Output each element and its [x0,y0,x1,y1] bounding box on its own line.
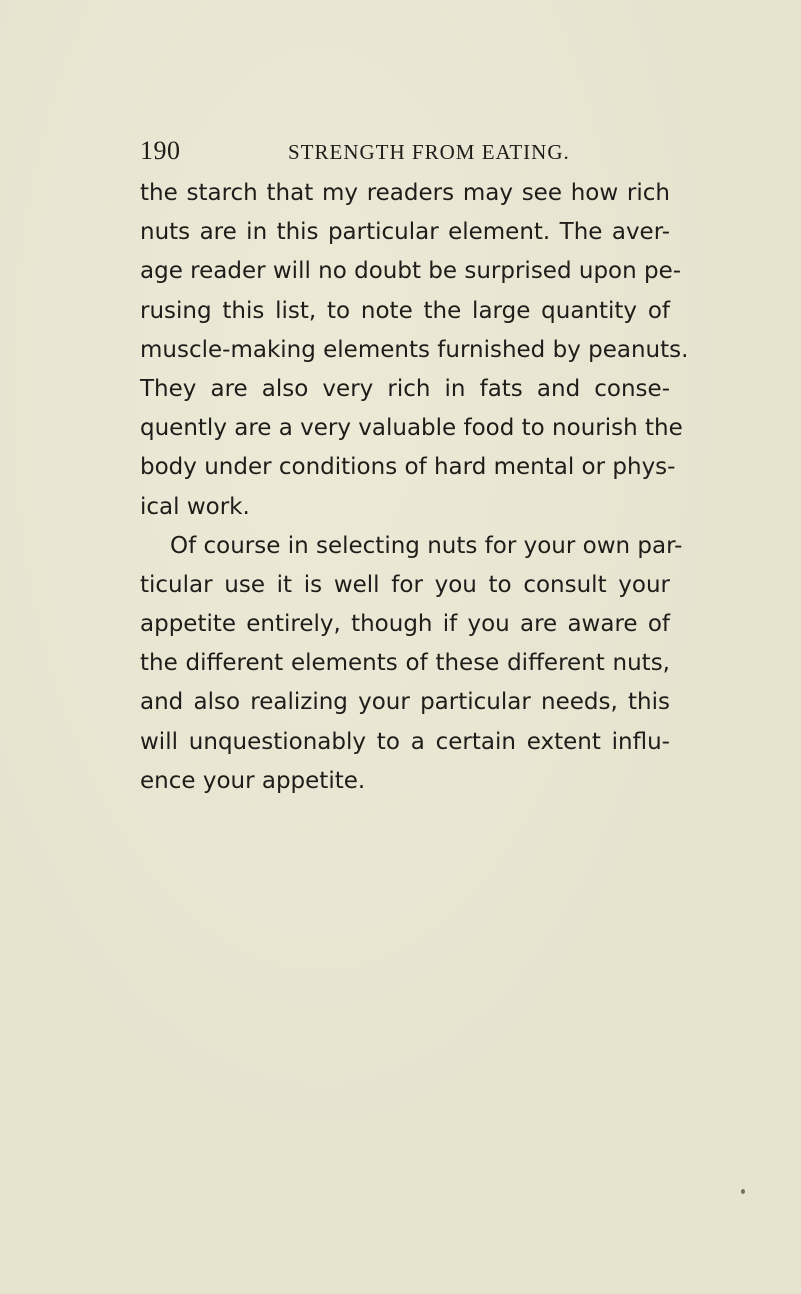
text-line: the different elements of these different nuts, [140,650,670,677]
text-line: appetite entirely, though if you are aware of [140,611,670,638]
text-line: They are also very rich in fats and conse- [140,375,670,402]
paper-speck [741,1189,745,1194]
text-line: age reader will no doubt be surprised upon pe- [140,258,682,285]
running-title: STRENGTH FROM EATING. [288,140,570,164]
text-line: body under conditions of hard mental or phys- [140,454,676,481]
text-line: quently are a very valuable food to nourish the [140,415,683,442]
text-line: muscle-making elements furnished by peanuts. [140,336,689,363]
text-line: ence your appetite. [140,767,366,794]
text-line: the starch that my readers may see how rich [140,180,670,206]
text-line: ticular use it is well for you to consult your [140,571,670,598]
paragraph [140,174,689,527]
text-line: and also realizing your particular needs, this [140,689,670,716]
text-line: ical work. [140,493,250,520]
text-line: nuts are in this particular element. The aver- [140,219,670,246]
paragraph [140,527,683,801]
text-line: rusing this list, to note the large quantity of [140,297,670,324]
text-line: will unquestionably to a certain extent influ- [140,728,670,755]
page-number: 190 [140,136,181,165]
body-text [140,174,689,801]
running-head [140,136,580,166]
text-line: Of course in selecting nuts for your own par- [170,532,683,559]
